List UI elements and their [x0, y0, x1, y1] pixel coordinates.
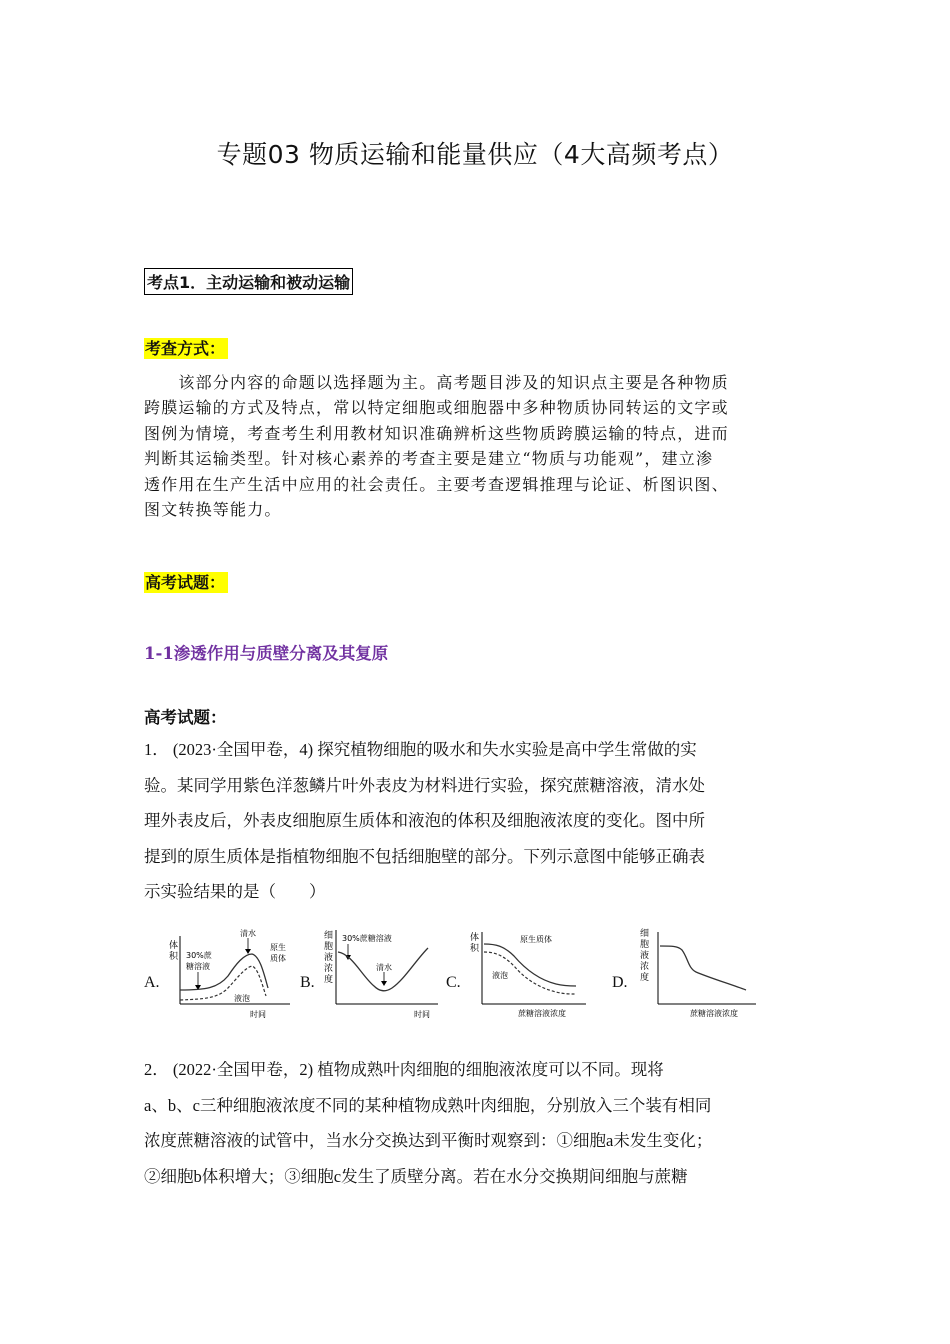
- kaocha-label-wrap: [144, 336, 228, 359]
- option-b-ann-water: 清水: [376, 963, 392, 972]
- option-d-ylabel-4: 浓: [640, 962, 650, 972]
- option-b-ylabel-2: 胞: [324, 942, 334, 952]
- option-a-ann-proto-1: 原生: [270, 943, 286, 952]
- option-d-ylabel-3: 液: [640, 951, 650, 961]
- kaocha-paragraph: [144, 370, 806, 522]
- option-c-ann-proto: 原生质体: [520, 935, 552, 944]
- kaocha-line: 判断其运输类型。针对核心素养的考查主要是建立“物质与功能观”，建立渗: [144, 449, 714, 469]
- option-b-ylabel-3: 液: [324, 953, 334, 963]
- question-1: [144, 732, 808, 910]
- option-a-ylabel-1: 体: [169, 941, 179, 951]
- option-d-label: D.: [612, 974, 628, 991]
- gaokao-heading: 高考试题：: [144, 708, 227, 727]
- option-a-xlabel: 时间: [250, 1010, 266, 1019]
- option-d-xlabel: 蔗糖溶液浓度: [690, 1009, 738, 1018]
- option-b-figure: [322, 924, 444, 1022]
- option-c-label: C.: [446, 974, 461, 991]
- question-line: ②细胞b体积增大；③细胞c发生了质壁分离。若在水分交换期间细胞与蔗糖: [144, 1166, 688, 1186]
- option-b-ylabel-4: 浓: [324, 964, 334, 974]
- option-a-figure: [166, 924, 296, 1022]
- option-a-ann-water: 清水: [240, 929, 256, 938]
- kaocha-line: 图例为情境，考查考生利用教材知识准确辨析这些物质跨膜运输的特点，进而: [144, 423, 729, 443]
- gaokao-label-wrap: [144, 570, 228, 593]
- question-2: [144, 1052, 808, 1194]
- option-c-xlabel: 蔗糖溶液浓度: [518, 1009, 566, 1018]
- option-b-ylabel-1: 细: [324, 931, 334, 941]
- option-a-ann-1: 30%蔗: [186, 951, 212, 960]
- question-line: 示实验结果的是（ ）: [144, 882, 326, 902]
- option-d-ylabel-2: 胞: [640, 940, 650, 950]
- option-d-figure: [634, 924, 764, 1022]
- kaocha-line: 跨膜运输的方式及特点，常以特定细胞或细胞器中多种物质协同转运的文字或: [144, 398, 729, 418]
- option-b-ylabel-5: 度: [324, 975, 334, 985]
- kaocha-line: 该部分内容的命题以选择题为主。高考题目涉及的知识点主要是各种物质: [144, 373, 729, 392]
- question-line: 提到的原生质体是指植物细胞不包括细胞壁的部分。下列示意图中能够正确表: [144, 846, 705, 866]
- question-line: 验。某同学用紫色洋葱鳞片叶外表皮为材料进行实验，探究蔗糖溶液，清水处: [144, 775, 705, 795]
- kaodian-heading: 考点1．主动运输和被动运输: [144, 268, 353, 295]
- question-line: 1． (2023·全国甲卷，4) 探究植物细胞的吸水和失水实验是高中学生常做的实: [144, 740, 697, 759]
- question-line: 理外表皮后，外表皮细胞原生质体和液泡的体积及细胞液浓度的变化。图中所: [144, 811, 705, 831]
- option-a-label: A.: [144, 974, 160, 991]
- gaokao-label: 高考试题：: [144, 572, 228, 593]
- question-line: a、b、c三种细胞液浓度不同的某种植物成熟叶肉细胞，分别放入三个装有相同: [144, 1095, 712, 1115]
- option-b-xlabel: 时间: [414, 1010, 430, 1019]
- option-c-figure: [466, 924, 596, 1022]
- option-c-ann-vacuole: 液泡: [492, 971, 508, 980]
- option-b-label: B.: [300, 974, 315, 991]
- option-c-ylabel-1: 体: [470, 933, 480, 943]
- option-c-ylabel-2: 积: [470, 944, 480, 954]
- question-line: 浓度蔗糖溶液的试管中，当水分交换达到平衡时观察到：①细胞a未发生变化；: [144, 1131, 713, 1151]
- kaocha-label: 考查方式：: [144, 338, 228, 359]
- option-d-ylabel-1: 细: [640, 929, 650, 939]
- question-line: 2． (2022·全国甲卷，2) 植物成熟叶肉细胞的细胞液浓度可以不同。现将: [144, 1060, 664, 1079]
- page-title: 专题03 物质运输和能量供应（4大高频考点）: [216, 140, 734, 169]
- option-a-ann-2: 糖溶液: [186, 962, 210, 971]
- kaocha-line: 图文转换等能力。: [144, 500, 282, 520]
- option-b-ann-sucrose: 30%蔗糖溶液: [342, 934, 392, 943]
- option-a-ann-vacuole: 液泡: [234, 994, 250, 1003]
- kaocha-line: 透作用在生产生活中应用的社会责任。主要考查逻辑推理与论证、析图识图、: [144, 474, 729, 494]
- subsection-heading: 1-1渗透作用与质壁分离及其复原: [144, 644, 389, 663]
- option-a-ylabel-2: 积: [169, 952, 179, 962]
- option-a-ann-proto-2: 质体: [270, 954, 286, 963]
- option-d-ylabel-5: 度: [640, 973, 650, 983]
